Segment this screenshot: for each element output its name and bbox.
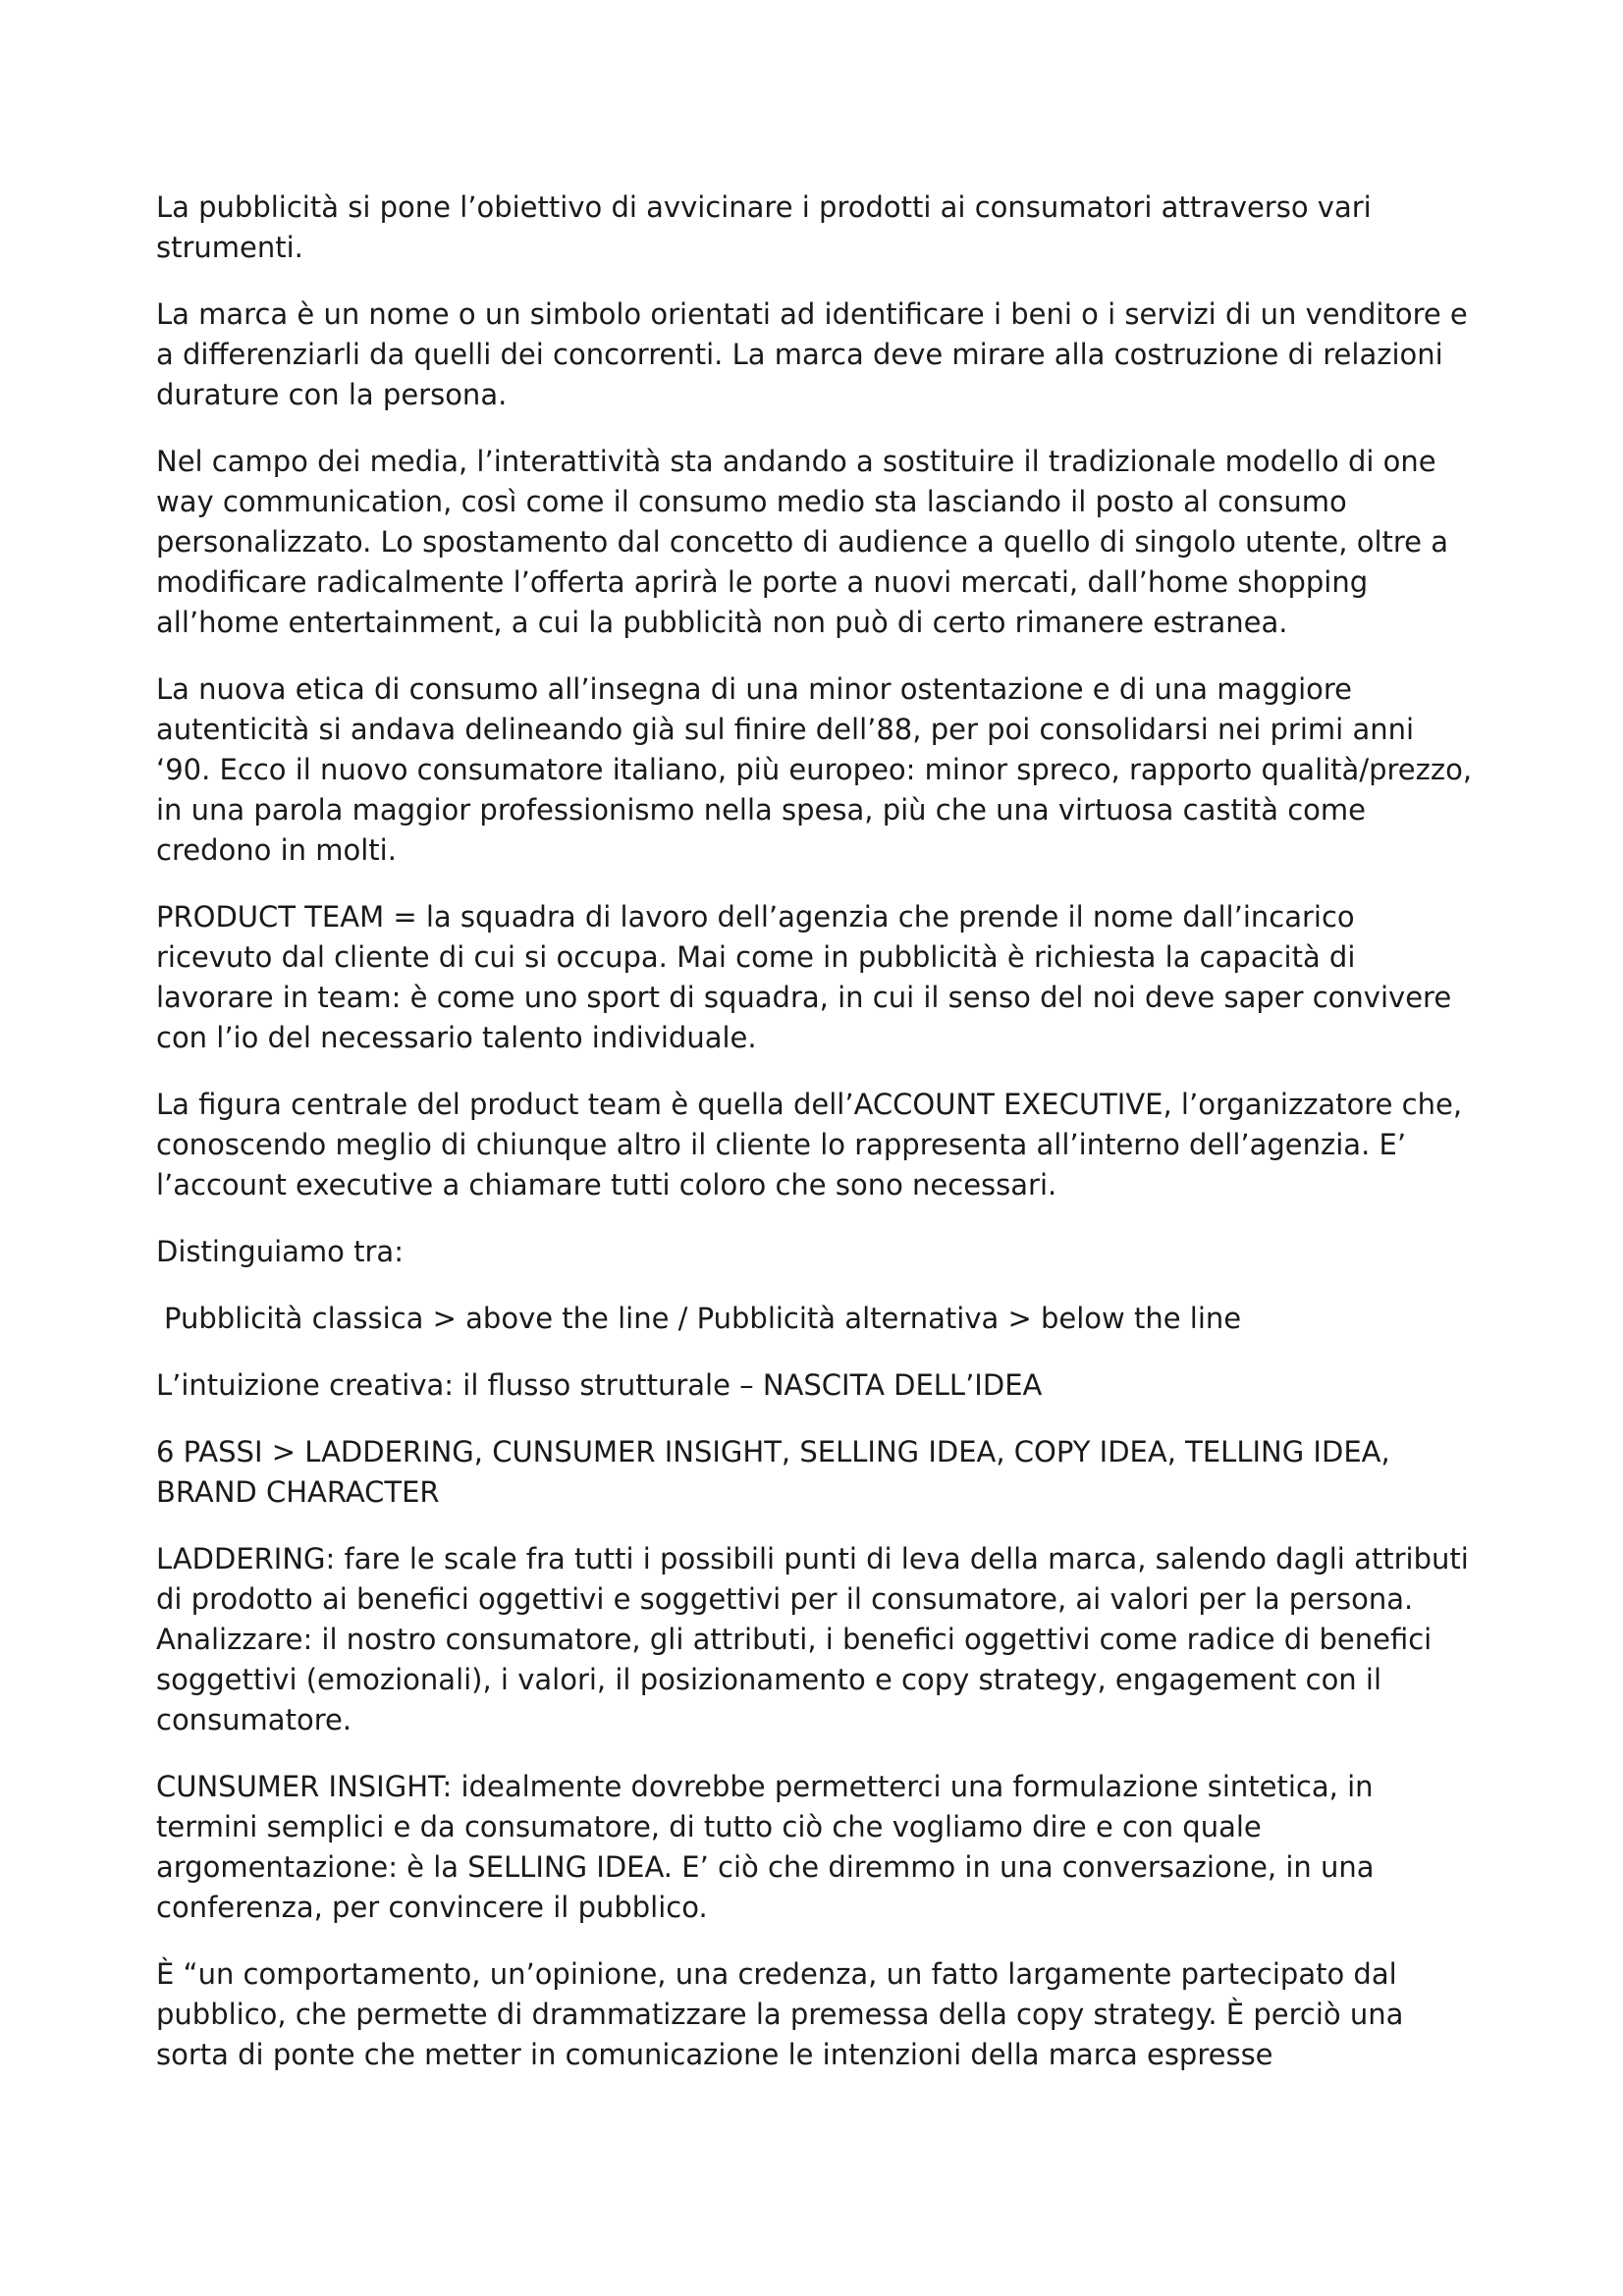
paragraph-distinguiamo: Distinguiamo tra: xyxy=(156,1235,404,1268)
paragraph-account-executive: La figura centrale del product team è quella dell’ACCOUNT EXECUTIVE, l’organizzatore che, conoscendo meglio di chiunque altro il cliente lo rappresenta all’interno dell’agenzia. E’ l’account executive a chiamare tutti coloro che sono necessari. xyxy=(156,1088,1463,1201)
paragraph-laddering: LADDERING: fare le scale fra tutti i possibili punti di leva della marca, salendo dagli attributi di prodotto ai benefici oggettivi e soggettivi per il consumatore, ai valori per la persona. Analizzare: il nostro consumatore, gli attributi, i benefici oggettivi come radice di benefici soggettivi (emozionali), i valori, il posizionamento e copy strategy, engagement con il consumatore. xyxy=(156,1542,1469,1736)
paragraph-media: Nel campo dei media, l’interattività sta andando a sostituire il tradizionale modello di one way communication, così come il consumo medio sta lasciando il posto al consumo personalizzato. Lo spostamento dal concetto di audience a quello di singolo utente, oltre a modificare radicalmente l’offerta aprirà le porte a nuovi mercati, dall’home shopping all’home entertainment, a cui la pubblicità non può di certo rimanere estranea. xyxy=(156,445,1449,639)
paragraph-etica-consumo: La nuova etica di consumo all’insegna di una minor ostentazione e di una maggiore autenticità si andava delineando già sul finire dell’88, per poi consolidarsi nei primi anni ‘90. Ecco il nuovo consumatore italiano, più europeo: minor spreco, rapporto qualità/prezzo, in una parola maggior professionismo nella spesa, più che una virtuosa castità come credono in molti. xyxy=(156,672,1473,867)
paragraph-product-team: PRODUCT TEAM = la squadra di lavoro dell’agenzia che prende il nome dall’incarico ricevuto dal cliente di cui si occupa. Mai come in pubblicità è richiesta la capacità di lavorare in team: è come uno sport di squadra, in cui il senso del noi deve saper convivere con l’io del necessario talento individuale. xyxy=(156,900,1452,1054)
document-body xyxy=(156,187,1477,2102)
paragraph-6-passi: 6 PASSI > LADDERING, CUNSUMER INSIGHT, SELLING IDEA, COPY IDEA, TELLING IDEA, BRAND CHARACTER xyxy=(156,1435,1390,1509)
paragraph-above-below-line: Pubblicità classica > above the line / Pubblicità alternativa > below the line xyxy=(164,1302,1242,1335)
paragraph-definizione-insight: È “un comportamento, un’opinione, una credenza, un fatto largamente partecipato dal pubblico, che permette di drammatizzare la premessa della copy strategy. È perciò una sorta di ponte che metter in comunicazione le intenzioni della marca espresse xyxy=(156,1957,1404,2071)
paragraph-consumer-insight: CUNSUMER INSIGHT: idealmente dovrebbe permetterci una formulazione sintetica, in termini semplici e da consumatore, di tutto ciò che vogliamo dire e con quale argomentazione: è la SELLING IDEA. E’ ciò che diremmo in una conversazione, in una conferenza, per convincere il pubblico. xyxy=(156,1770,1375,1924)
paragraph-intuizione-creativa: L’intuizione creativa: il flusso strutturale – NASCITA DELL’IDEA xyxy=(156,1368,1043,1402)
paragraph-pubblicita-intro: La pubblicità si pone l’obiettivo di avvicinare i prodotti ai consumatori attraverso vari strumenti. xyxy=(156,190,1372,264)
paragraph-marca: La marca è un nome o un simbolo orientati ad identificare i beni o i servizi di un venditore e a differenziarli da quelli dei concorrenti. La marca deve mirare alla costruzione di relazioni durature con la persona. xyxy=(156,297,1468,411)
